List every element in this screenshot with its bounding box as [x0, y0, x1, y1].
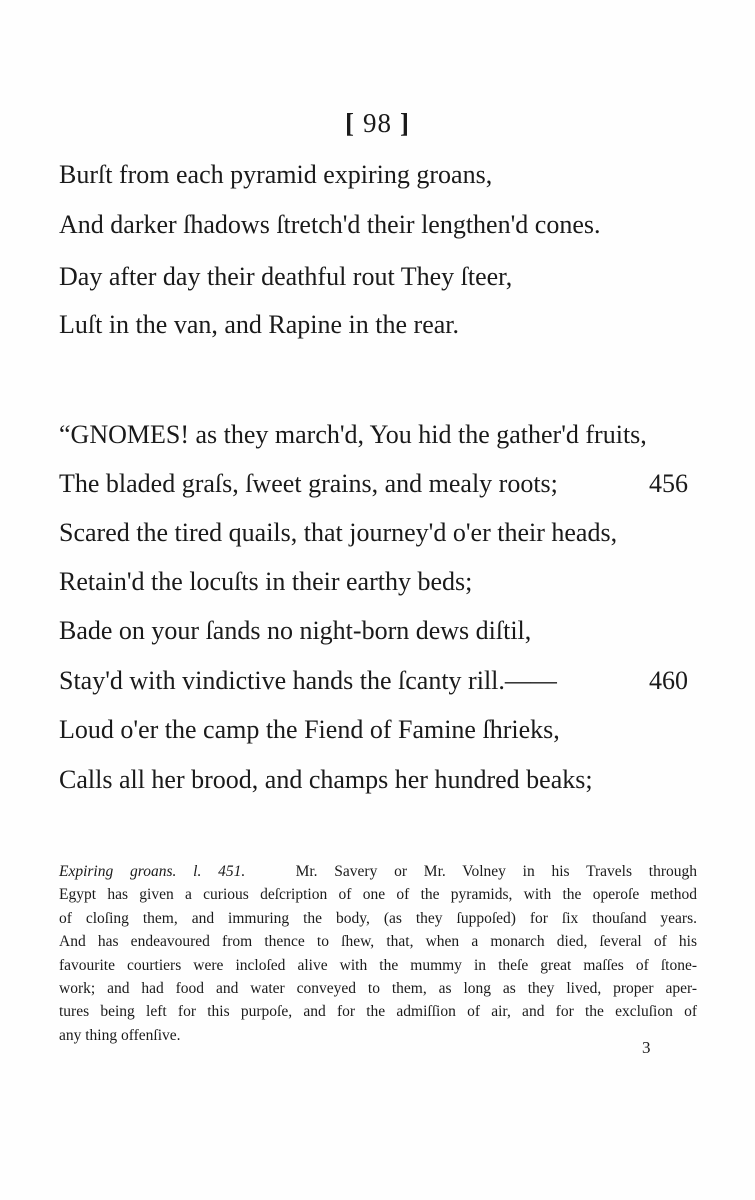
- footnote: [59, 860, 697, 1047]
- poem-line: Luſt in the van, and Rapine in the rear.: [59, 310, 459, 339]
- footnote-text: Mr. Savery or Mr. Volney in his Travels through: [295, 863, 697, 880]
- footnote-reference: Expiring groans. l. 451.: [59, 863, 246, 880]
- poem-line: Stay'd with vindictive hands the ſcanty rill.——: [59, 666, 557, 695]
- poem-line: Bade on your ſands no night-born dews diſtil,: [59, 616, 532, 645]
- footnote-line-1: [59, 860, 697, 883]
- footnote-line: And has endeavoured from thence to ſhew, that, when a monarch died, ſeveral of his: [59, 933, 697, 951]
- poem-line: Calls all her brood, and champs her hundred beaks;: [59, 765, 593, 794]
- footnote-line: tures being left for this purpoſe, and for the admiſſion of air, and for the excluſion of: [59, 1003, 697, 1021]
- poem-line: Retain'd the locuſts in their earthy beds;: [59, 567, 473, 596]
- page-number: [0, 108, 755, 139]
- footnote-line: of cloſing them, and immuring the body, (as they ſuppoſed) for ſix thouſand years.: [59, 909, 697, 927]
- poem-line: Day after day their deathful rout They ſteer,: [59, 262, 513, 291]
- poem-line: And darker ſhadows ſtretch'd their lengthen'd cones.: [59, 210, 601, 239]
- poem-line: Scared the tired quails, that journey'd o'er their heads,: [59, 518, 618, 547]
- footnote-line: work; and had food and water conveyed to them, as long as they lived, proper aper-: [59, 980, 697, 998]
- line-number-456: 456: [649, 469, 688, 498]
- page-number-open-bracket: [: [345, 108, 355, 138]
- footnote-line: favourite courtiers were incloſed alive with the mummy in theſe great maſſes of ſtone-: [59, 956, 697, 974]
- poem-line: “GNOMES! as they march'd, You hid the gather'd fruits,: [59, 420, 647, 449]
- footnote-line: any thing offenſive.: [59, 1026, 181, 1044]
- page-number-close-bracket: ]: [400, 108, 410, 138]
- poem-line: The bladed graſs, ſweet grains, and mealy roots;: [59, 469, 558, 498]
- poem-line: Loud o'er the camp the Fiend of Famine ſhrieks,: [59, 715, 560, 744]
- line-number-460: 460: [649, 666, 688, 695]
- footnote-line: Egypt has given a curious deſcription of one of the pyramids, with the operoſe method: [59, 886, 697, 904]
- page-number-value: 98: [363, 108, 392, 138]
- poem-line: Burſt from each pyramid expiring groans,: [59, 160, 493, 189]
- signature-mark: 3: [642, 1038, 651, 1057]
